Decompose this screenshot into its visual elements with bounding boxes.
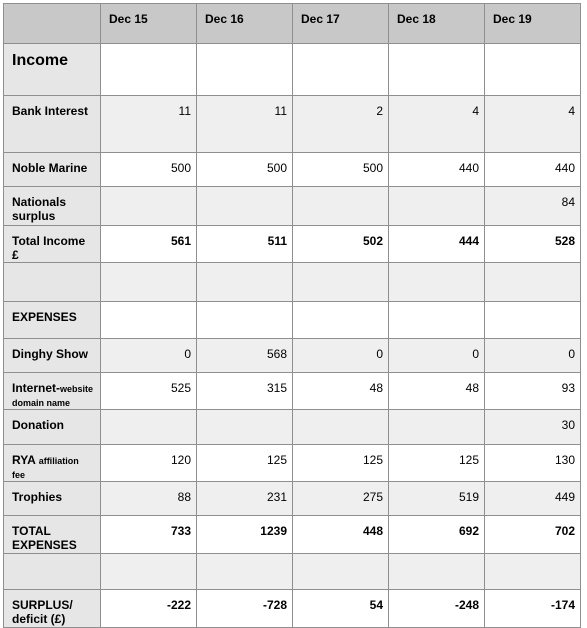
empty-cell — [197, 263, 293, 302]
row-label: Nationals surplus — [4, 187, 101, 226]
dinghy-show-row — [4, 339, 581, 373]
empty-cell — [101, 44, 197, 96]
year-header: Dec 17 — [293, 4, 389, 44]
value-cell — [101, 187, 197, 226]
year-header: Dec 19 — [485, 4, 581, 44]
value-cell: 11 — [197, 96, 293, 153]
empty-cell — [101, 302, 197, 339]
value-cell: 11 — [101, 96, 197, 153]
value-cell: 231 — [197, 482, 293, 516]
financial-summary-table — [3, 3, 581, 628]
empty-cell — [293, 554, 389, 590]
empty-cell — [389, 44, 485, 96]
value-cell: 733 — [101, 516, 197, 554]
blank-row — [4, 263, 581, 302]
row-label-line1: SURPLUS/ — [12, 598, 73, 612]
empty-cell — [197, 44, 293, 96]
empty-cell — [293, 302, 389, 339]
value-cell: 93 — [485, 373, 581, 410]
year-header: Dec 18 — [389, 4, 485, 44]
empty-cell — [485, 554, 581, 590]
empty-cell — [293, 44, 389, 96]
value-cell: 125 — [197, 445, 293, 482]
row-label-sub: affiliation fee — [12, 456, 79, 480]
empty-cell — [197, 554, 293, 590]
value-cell: 54 — [293, 590, 389, 628]
expenses-title: EXPENSES — [4, 302, 101, 339]
empty-cell — [293, 263, 389, 302]
nationals-surplus-row — [4, 187, 581, 226]
value-cell — [197, 410, 293, 445]
expenses-heading-row — [4, 302, 581, 339]
value-cell: 30 — [485, 410, 581, 445]
empty-cell — [389, 263, 485, 302]
value-cell: 0 — [389, 339, 485, 373]
value-cell: 449 — [485, 482, 581, 516]
value-cell: 528 — [485, 226, 581, 263]
internet-row — [4, 373, 581, 410]
row-label-main: Internet- — [12, 381, 60, 395]
row-label: Noble Marine — [4, 153, 101, 187]
row-label — [4, 590, 101, 628]
value-cell: 448 — [293, 516, 389, 554]
income-heading-row — [4, 44, 581, 96]
row-label: Bank Interest — [4, 96, 101, 153]
year-header: Dec 16 — [197, 4, 293, 44]
value-cell: 568 — [197, 339, 293, 373]
row-label-line2: deficit (£) — [12, 612, 66, 626]
empty-cell — [389, 302, 485, 339]
empty-cell — [101, 554, 197, 590]
value-cell: 130 — [485, 445, 581, 482]
value-cell — [389, 410, 485, 445]
value-cell: 0 — [293, 339, 389, 373]
value-cell: -728 — [197, 590, 293, 628]
noble-marine-row — [4, 153, 581, 187]
value-cell: 519 — [389, 482, 485, 516]
bank-interest-row — [4, 96, 581, 153]
row-label: Donation — [4, 410, 101, 445]
value-cell: 692 — [389, 516, 485, 554]
corner-cell — [4, 4, 101, 44]
row-label — [4, 373, 101, 410]
value-cell: 702 — [485, 516, 581, 554]
row-label: Total Income £ — [4, 226, 101, 263]
value-cell: 500 — [197, 153, 293, 187]
income-title: Income — [12, 52, 69, 69]
value-cell — [293, 187, 389, 226]
value-cell: 4 — [485, 96, 581, 153]
row-label — [4, 445, 101, 482]
empty-cell — [389, 554, 485, 590]
empty-cell — [4, 263, 101, 302]
empty-cell — [485, 302, 581, 339]
value-cell: 48 — [293, 373, 389, 410]
value-cell: -174 — [485, 590, 581, 628]
value-cell: 88 — [101, 482, 197, 516]
value-cell: 525 — [101, 373, 197, 410]
blank-row — [4, 554, 581, 590]
row-label: Trophies — [4, 482, 101, 516]
value-cell: 125 — [293, 445, 389, 482]
row-label: TOTAL EXPENSES — [4, 516, 101, 554]
empty-cell — [4, 554, 101, 590]
empty-cell — [197, 302, 293, 339]
row-label: Dinghy Show — [4, 339, 101, 373]
value-cell: 315 — [197, 373, 293, 410]
surplus-row — [4, 590, 581, 628]
value-cell: 500 — [293, 153, 389, 187]
income-title-cell — [4, 44, 101, 96]
empty-cell — [485, 263, 581, 302]
value-cell: 511 — [197, 226, 293, 263]
header-row — [4, 4, 581, 44]
value-cell — [197, 187, 293, 226]
value-cell: 125 — [389, 445, 485, 482]
value-cell: 0 — [485, 339, 581, 373]
value-cell: 84 — [485, 187, 581, 226]
donation-row — [4, 410, 581, 445]
value-cell: 275 — [293, 482, 389, 516]
value-cell: -222 — [101, 590, 197, 628]
year-header: Dec 15 — [101, 4, 197, 44]
rya-row — [4, 445, 581, 482]
value-cell: 48 — [389, 373, 485, 410]
total-expenses-row — [4, 516, 581, 554]
value-cell: 444 — [389, 226, 485, 263]
value-cell: 4 — [389, 96, 485, 153]
trophies-row — [4, 482, 581, 516]
value-cell: 1239 — [197, 516, 293, 554]
value-cell: 2 — [293, 96, 389, 153]
value-cell: 561 — [101, 226, 197, 263]
value-cell — [389, 187, 485, 226]
value-cell — [293, 410, 389, 445]
row-label-sub: website domain name — [12, 384, 94, 408]
empty-cell — [485, 44, 581, 96]
value-cell: 440 — [485, 153, 581, 187]
row-label-main: RYA — [12, 453, 36, 467]
value-cell: 120 — [101, 445, 197, 482]
value-cell: 0 — [101, 339, 197, 373]
empty-cell — [101, 263, 197, 302]
value-cell: 440 — [389, 153, 485, 187]
total-income-row — [4, 226, 581, 263]
value-cell: -248 — [389, 590, 485, 628]
value-cell: 502 — [293, 226, 389, 263]
value-cell: 500 — [101, 153, 197, 187]
value-cell — [101, 410, 197, 445]
